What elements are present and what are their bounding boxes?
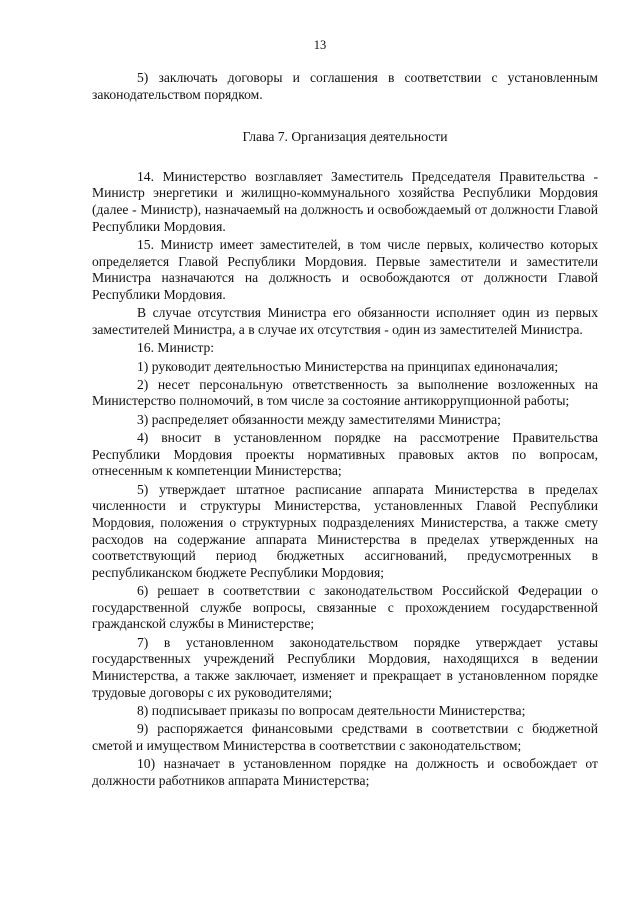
- paragraph: 3) распределяет обязанности между заместителями Министра;: [137, 411, 501, 427]
- paragraph: 15. Министр имеет заместителей, в том числе первых, количество которых определяется Главой Республики Мордовия. Первые заместители и заместители Министра назначаются на должность и освобождаются от должности Главой Республики Мордовия.: [92, 236, 598, 302]
- paragraph: 5) утверждает штатное расписание аппарата Министерства в пределах численности и структуры Министерства, установленных Главой Республики Мордовия, положения о структурных подразделениях Министерства, а также смету расходов на содержание аппарата Министерства в пределах утвержденных на соответствующий период бюджетных ассигнований, предусмотренных в республиканском бюджете Республики Мордовия;: [92, 481, 598, 580]
- page-number: 13: [313, 38, 327, 52]
- paragraph: 6) решает в соответствии с законодательством Российской Федерации о государственной службе вопросы, связанные с прохождением государственной гражданской службы в Министерстве;: [92, 583, 598, 632]
- paragraph: 9) распоряжается финансовыми средствами в соответствии с бюджетной сметой и имуществом Министерства в соответствии с законодательством;: [92, 721, 598, 753]
- paragraph: В случае отсутствия Министра его обязанности исполняет один из первых заместителей Министра, а в случае их отсутствия - один из заместителей Министра.: [92, 305, 598, 337]
- paragraph: 10) назначает в установленном порядке на должность и освобождает от должности работников аппарата Министерства;: [92, 756, 598, 788]
- chapter-heading: Глава 7. Организация деятельности: [242, 129, 448, 145]
- paragraph: 16. Министр:: [137, 340, 215, 356]
- paragraph: 7) в установленном законодательством порядке утверждает уставы государственных учреждений Республики Мордовия, находящихся в ведении Министерства, а также заключает, изменяет и прекращает в установленном порядке трудовые договоры с их руководителями;: [92, 634, 598, 700]
- paragraph: 8) подписывает приказы по вопросам деятельности Министерства;: [137, 702, 526, 718]
- document-body: [92, 70, 598, 791]
- paragraph: 5) заключать договоры и соглашения в соответствии с установленным законодательством порядком.: [92, 70, 598, 102]
- paragraph: 14. Министерство возглавляет Заместитель Председателя Правительства - Министр энергетики и жилищно-коммунального хозяйства Республики Мордовия (далее - Министр), назначаемый на должность и освобождаемый от должности Главой Республики Мордовия.: [92, 168, 598, 234]
- paragraph: 2) несет персональную ответственность за выполнение возложенных на Министерство полномочий, в том числе за состояние антикоррупционной работы;: [92, 376, 598, 409]
- paragraph: 1) руководит деятельностью Министерства на принципах единоначалия;: [137, 358, 559, 374]
- paragraph: 4) вносит в установленном порядке на рассмотрение Правительства Республики Мордовия проекты нормативных правовых актов по вопросам, отнесенным к компетенции Министерства;: [92, 430, 598, 479]
